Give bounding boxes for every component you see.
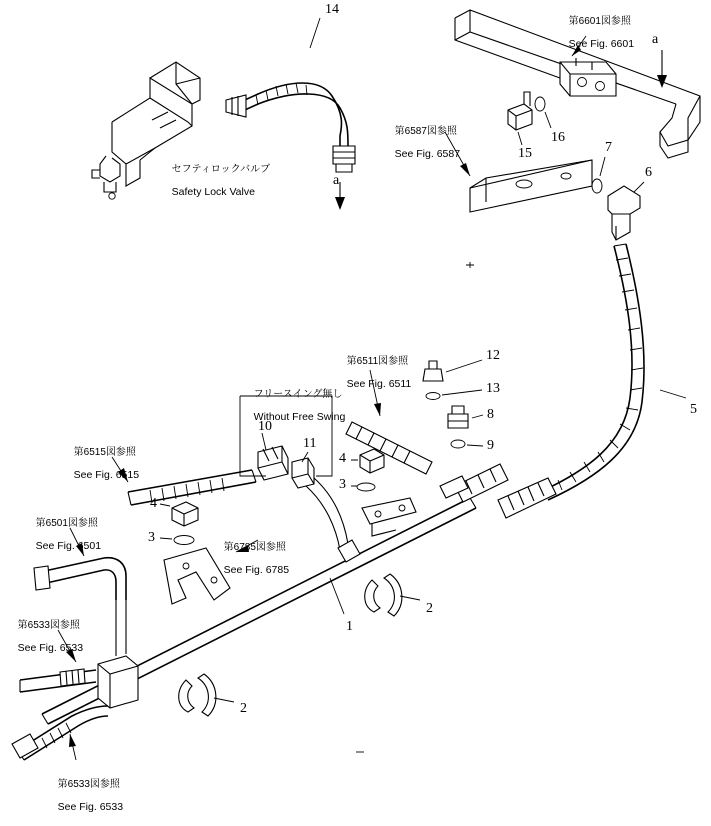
callout-15: 15 (518, 146, 532, 161)
label-see-fig-6511 (335, 344, 411, 403)
label-see-fig-6533-upper (6, 608, 83, 667)
label-jp: 第6533図参照 (17, 619, 80, 631)
label-jp: 第6501図参照 (35, 517, 98, 529)
label-jp: セフティロックバルブ (171, 163, 271, 175)
label-en: See Fig. 6785 (223, 564, 290, 577)
callout-4-upper: 4 (339, 451, 346, 466)
label-en: Safety Lock Valve (171, 186, 255, 199)
callout-2-low: 2 (240, 701, 247, 716)
callout-5: 5 (690, 402, 697, 417)
callout-3-lower: 3 (148, 530, 155, 545)
callout-10: 10 (258, 419, 272, 434)
label-see-fig-6587 (383, 114, 460, 173)
callout-14: 14 (325, 2, 339, 17)
callout-2-mid: 2 (426, 601, 433, 616)
label-safety-lock-valve (160, 152, 270, 211)
callout-16: 16 (551, 130, 565, 145)
label-en: See Fig. 6511 (346, 378, 412, 391)
callout-13: 13 (486, 381, 500, 396)
callout-3-upper: 3 (339, 477, 346, 492)
label-en: See Fig. 6533 (57, 801, 124, 814)
label-en: See Fig. 6587 (394, 148, 461, 161)
label-see-fig-6533-lower (46, 767, 123, 826)
label-jp: フリースイング無し (253, 388, 343, 400)
label-see-fig-6515 (62, 435, 139, 494)
label-en: See Fig. 6601 (568, 38, 635, 51)
label-en: Without Free Swing (253, 411, 346, 424)
callout-11: 11 (303, 436, 317, 451)
callout-7: 7 (605, 140, 612, 155)
callout-a-left: a (333, 173, 340, 188)
hose-5 (498, 244, 686, 518)
label-jp: 第6511図参照 (346, 355, 409, 367)
label-see-fig-6501 (24, 506, 101, 565)
callout-9: 9 (487, 438, 494, 453)
label-en: See Fig. 6501 (35, 540, 102, 553)
label-see-fig-6785 (212, 530, 289, 589)
label-see-fig-6601 (557, 4, 634, 63)
label-jp: 第6601図参照 (568, 15, 631, 27)
label-en: See Fig. 6515 (73, 469, 140, 482)
label-en: See Fig. 6533 (17, 642, 84, 655)
clamp-2-low (179, 674, 234, 716)
callout-a-top: a (652, 32, 659, 47)
callout-12: 12 (486, 348, 500, 363)
label-jp: 第6785図参照 (223, 541, 286, 553)
plate-6587-group (445, 92, 644, 240)
clamp-2-mid (365, 574, 420, 616)
callout-4-lower: 4 (150, 496, 157, 511)
label-jp: 第6587図参照 (394, 125, 457, 137)
callout-6: 6 (645, 165, 652, 180)
callout-1: 1 (346, 619, 353, 634)
label-jp: 第6533図参照 (57, 778, 120, 790)
label-jp: 第6515図参照 (73, 446, 136, 458)
nut-washer-left (160, 502, 198, 545)
callout-8: 8 (487, 407, 494, 422)
